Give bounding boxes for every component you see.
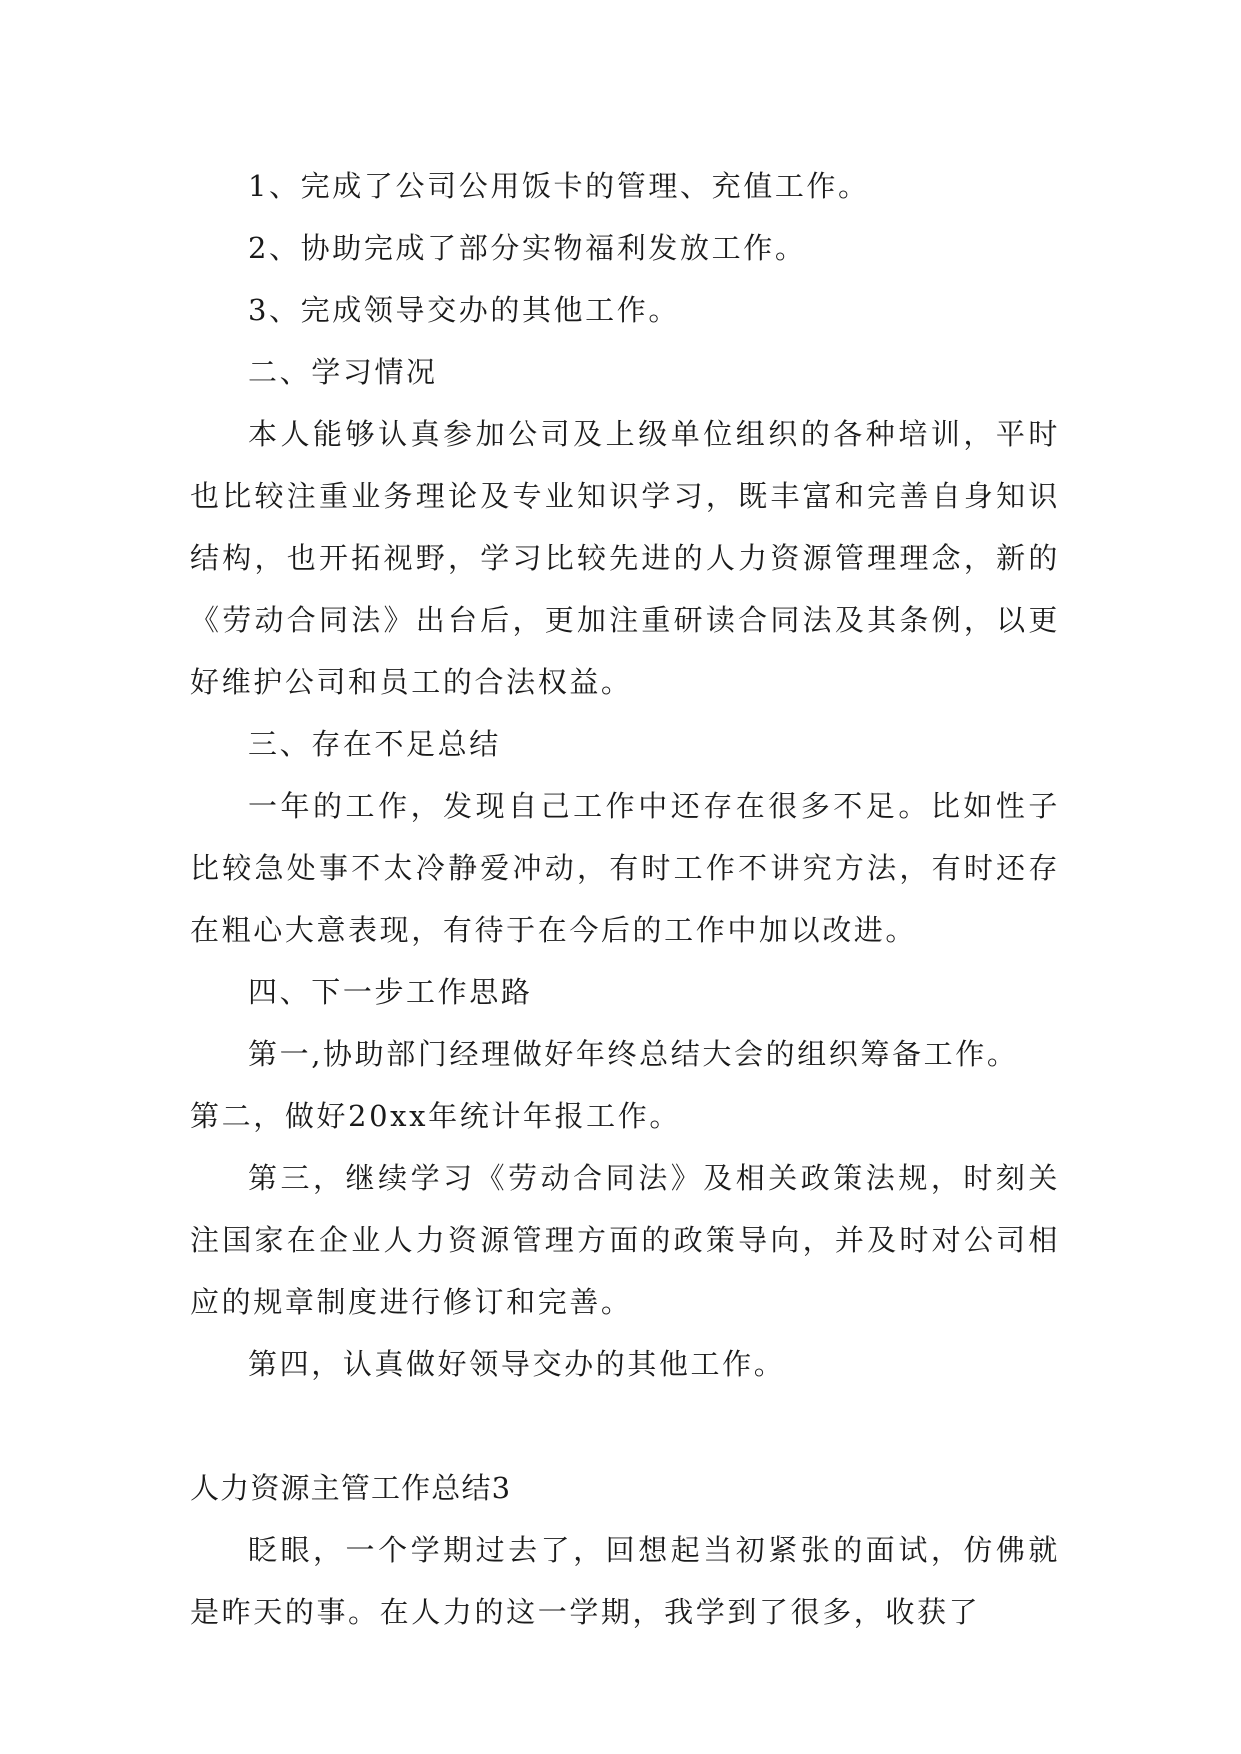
section-title: 人力资源主管工作总结3 <box>190 1471 512 1505</box>
list-item-2: 2、协助完成了部分实物福利发放工作。 <box>248 231 807 265</box>
paragraph-next-step-1: 第一,协助部门经理做好年终总结大会的组织筹备工作。 <box>248 1037 1019 1071</box>
list-item-1: 1、完成了公司公用饭卡的管理、充值工作。 <box>248 169 870 203</box>
paragraph-shortcomings: 一年的工作，发现自己工作中还存在很多不足。比如性子比较急处事不太冷静爱冲动，有时工作不讲究方法，有时还存在粗心大意表现，有待于在今后的工作中加以改进。 <box>190 789 1060 947</box>
heading-shortcomings: 三、存在不足总结 <box>248 727 501 761</box>
paragraph-study: 本人能够认真参加公司及上级单位组织的各种培训，平时也比较注重业务理论及专业知识学习，既丰富和完善自身知识结构，也开拓视野，学习比较先进的人力资源管理理念，新的《劳动合同法》出台后，更加注重研读合同法及其条例，以更好维护公司和员工的合法权益。 <box>190 417 1060 699</box>
paragraph-next-step-3: 第三，继续学习《劳动合同法》及相关政策法规，时刻关注国家在企业人力资源管理方面的政策导向，并及时对公司相应的规章制度进行修订和完善。 <box>190 1161 1060 1319</box>
paragraph-intro: 眨眼，一个学期过去了，回想起当初紧张的面试，仿佛就是昨天的事。在人力的这一学期，我学到了很多，收获了 <box>190 1533 1060 1629</box>
heading-study: 二、学习情况 <box>248 355 438 389</box>
heading-next-steps: 四、下一步工作思路 <box>248 975 533 1009</box>
paragraph-next-step-2: 第二，做好20xx年统计年报工作。 <box>190 1099 681 1133</box>
paragraph-next-step-4: 第四，认真做好领导交办的其他工作。 <box>248 1347 786 1381</box>
list-item-3: 3、完成领导交办的其他工作。 <box>248 293 680 327</box>
document-body <box>190 155 1060 1643</box>
